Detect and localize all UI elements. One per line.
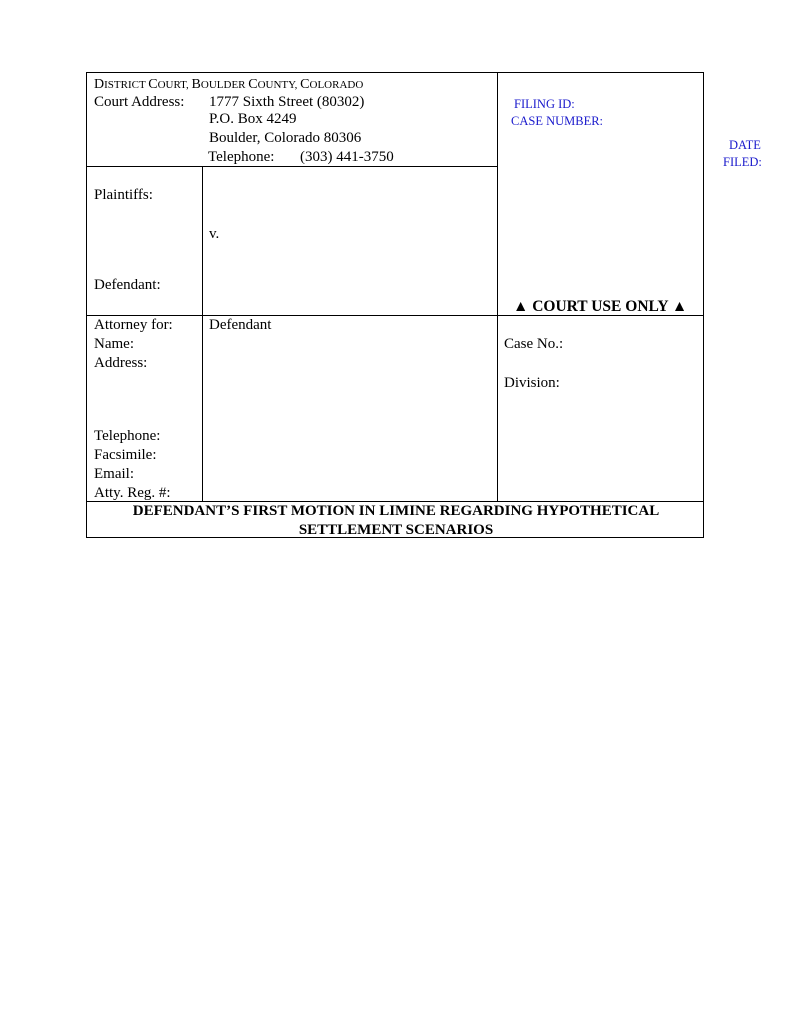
case-caption-table — [86, 72, 704, 538]
court-name: DISTRICT COURT, BOULDER COUNTY, COLORADO — [94, 77, 364, 92]
court-use-only-label: ▲ COURT USE ONLY ▲ — [513, 298, 688, 315]
defendant-label: Defendant: — [94, 277, 161, 293]
court-block-divider — [87, 166, 497, 167]
attorney-reg-label: Atty. Reg. #: — [94, 485, 171, 501]
court-address-line1: 1777 Sixth Street (80302) — [209, 94, 365, 110]
versus-text: v. — [209, 226, 220, 242]
document-title-line1: DEFENDANT’S FIRST MOTION IN LIMINE REGARDING HYPOTHETICAL — [132, 503, 660, 519]
filed-label: FILED: — [723, 155, 762, 169]
attorney-for-value: Defendant — [209, 317, 272, 333]
attorney-facsimile-label: Facsimile: — [94, 447, 157, 463]
court-telephone-label: Telephone: — [208, 149, 275, 165]
case-no-label: Case No.: — [504, 336, 564, 352]
court-address-line3: Boulder, Colorado 80306 — [209, 130, 362, 146]
attorney-name-label: Name: — [94, 336, 134, 352]
division-label: Division: — [504, 375, 560, 391]
attorney-address-label: Address: — [94, 355, 148, 371]
court-address-label: Court Address: — [94, 94, 185, 110]
plaintiffs-label: Plaintiffs: — [94, 187, 153, 203]
document-title-line2: SETTLEMENT SCENARIOS — [298, 522, 494, 538]
attorney-email-label: Email: — [94, 466, 134, 482]
case-number-label: CASE NUMBER: — [511, 114, 604, 128]
attorney-for-label: Attorney for: — [94, 317, 173, 333]
date-label: DATE — [729, 138, 761, 152]
court-address-line2: P.O. Box 4249 — [209, 111, 297, 127]
column-divider — [497, 73, 498, 501]
attorney-telephone-label: Telephone: — [94, 428, 161, 444]
filing-id-label: FILING ID: — [514, 97, 575, 111]
label-column-divider — [202, 166, 203, 501]
court-telephone-value: (303) 441-3750 — [300, 149, 394, 165]
